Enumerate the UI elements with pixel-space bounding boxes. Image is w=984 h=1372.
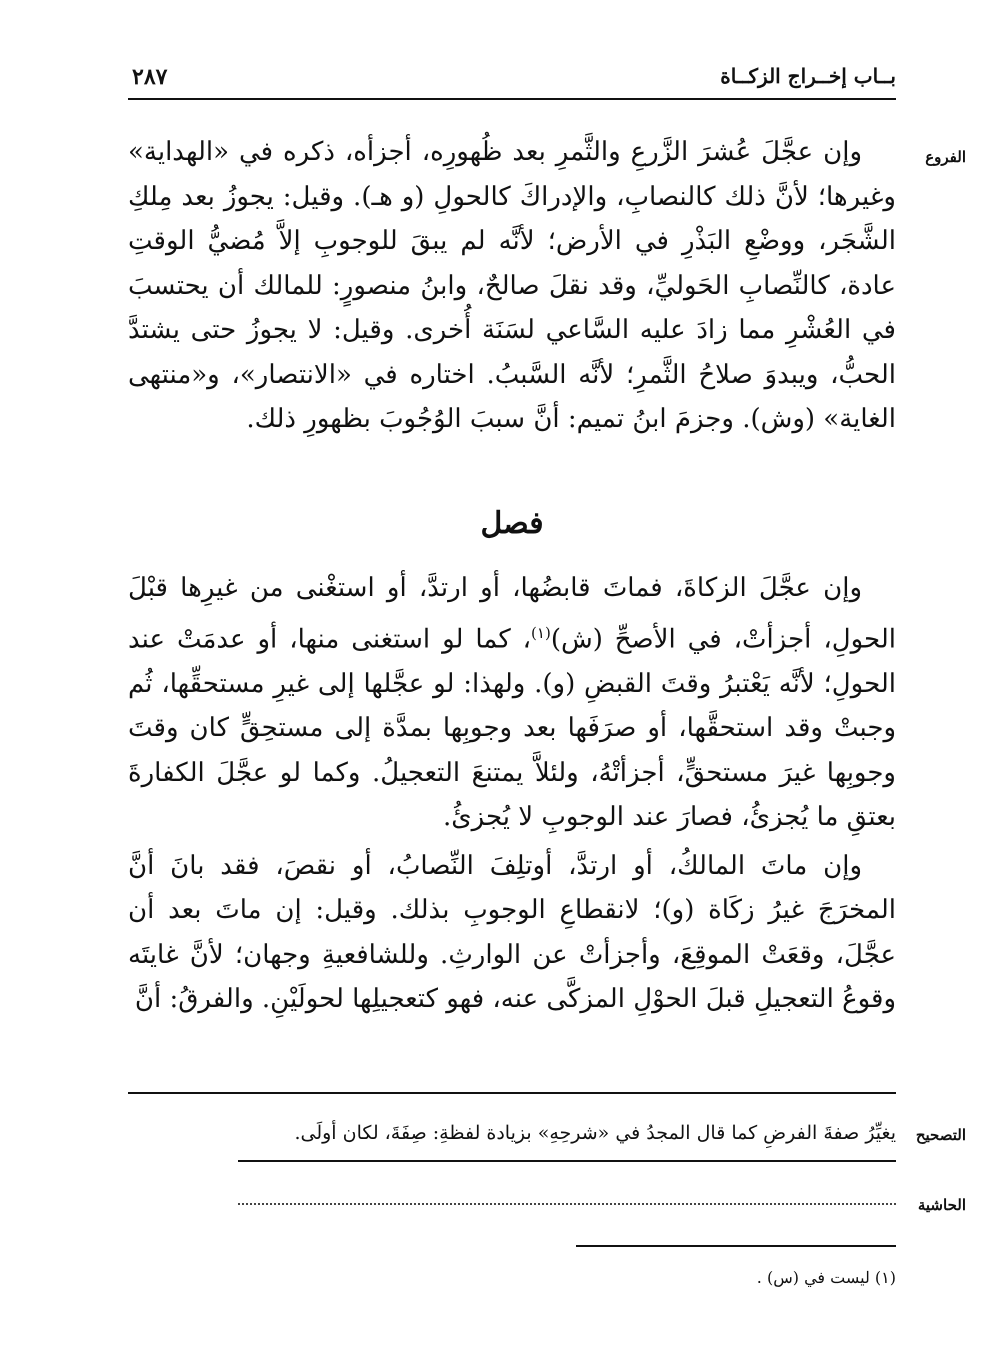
paragraph-2 [128,566,896,840]
page-number: ٢٨٧ [132,64,168,90]
main-text-block-2 [128,566,896,1022]
paragraph-1: وإن عجَّلَ عُشرَ الزَّرعِ والثَّمرِ بعد ظُهورِه، أجزأه، ذكره في «الهداية» وغيرها؛ لأنَّ ذلك كالنصابِ، والإدراكَ كالحولِ (و هـ). وقيل: يجوزُ بعد مِلكِ الشَّجَر، ووضْعِ البَذْرِ في الأرض؛ لأنَّه لم يبقَ للوجوبِ إلاَّ مُضيُّ الوقتِ عادة، كالنِّصابِ الحَوليِّ، وقد نقلَ صالحٌ، وابنُ منصورٍ: للمالك أن يحتسبَ في العُشْرِ مما زادَ عليه السَّاعي لسَنَة أُخرى. وقيل: لا يجوزُ حتى يشتدَّ الحبُّ، ويبدوَ صلاحُ الثَّمرِ؛ لأنَّه السَّببُ. اختاره في «الانتصار»، و«منتهى الغاية» (وش). وجزمَ ابنُ تميم: أنَّ سببَ الوُجُوبَ بظهورِ ذلك. [128,137,896,434]
margin-label-branches: الفروع [925,148,966,166]
footnote-reference: (١) [531,623,551,642]
paragraph-2-part-a: وإن عجَّلَ الزكاةَ، فماتَ قابضُها، أو ارتدَّ، أو استغْنى من غيرِها قبْلَ الحولِ، أجزأتْ، في الأصحِّ (ش) [128,573,896,655]
running-title: بــاب إخــراج الزكــاة [720,64,896,88]
footnote-divider-line [576,1245,896,1247]
divider-line [128,1092,896,1094]
margin-label-correction: التصحيح [915,1126,966,1144]
margin-label-commentary: الحاشية [917,1196,966,1214]
paragraph-2-part-b: ، كما لو استغنى منها، أو عدمَتْ عند الحولِ؛ لأنَّه يَعْتبرُ وقتَ القبضِ (و). ولهذا: لو عجَّلها إلى غيرِ مستحقِّها، ثُم وجبتْ وقد استحقَّها، أو صرَفَها بعد وجوبِها بمدَّة إلى مستحِقٍّ كان وقتَ وجوبِها غيرَ مستحقٍّ، أجزأتْهُ، ولئلاَّ يمتنعَ التعجيلُ. وكما لو عجَّلَ الكفارةَ بعتقِ ما يُجزئُ، فصارَ عند الوجوبِ لا يُجزئُ. [128,624,896,833]
footnote: (١) ليست في (س) . [756,1268,896,1287]
paragraph-3: وإن ماتَ المالكُ، أو ارتدَّ، أوتلِفَ النِّصابُ، أو نقصَ، فقد بانَ أنَّ المخرَجَ غيرُ زكَاة (و)؛ لانقطاعِ الوجوبِ بذلك. وقيل: إن ماتَ بعد أن عجَّلَ، وقعَتْ الموقِعَ، وأجزأتْ عن الوارثِ. وللشافعيةِ وجهان؛ لأنَّ غايتَه وقوعُ التعجيلِ قبلَ الحوْلِ المزكَّى عنه، فهو كتعجيلِها لحولَيْنِ. والفرقُ: أنَّ [128,850,896,1015]
main-text-block-1 [128,130,896,442]
section-heading: فصل [480,506,544,541]
correction-text: يغيِّرُ صفةَ الفرضِ كما قال المجدُ في «شرحِهِ» بزيادة لفظةِ: صِفَةَ، لكان أولَى. [294,1122,896,1144]
correction-divider-line [238,1160,896,1162]
running-header [128,62,896,100]
commentary-dotted-line [238,1203,896,1205]
